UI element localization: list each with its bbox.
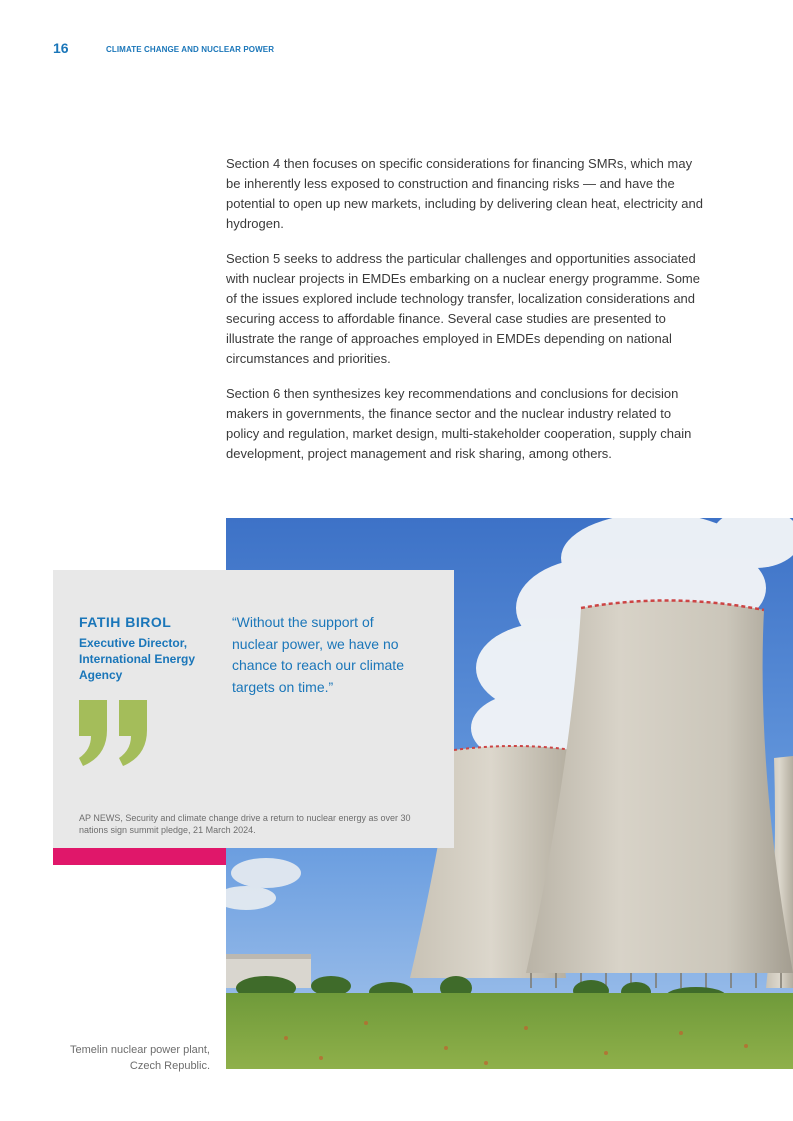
paragraph-section-6: Section 6 then synthesizes key recommendations and conclusions for decision makers in governments, the finance sector and the nuclear industry related to policy and regulation, market design, multi-stakeholder cooperation, supply chain development, project management and risk sharing, among others.	[226, 386, 692, 461]
accent-bar	[53, 848, 226, 865]
running-header: CLIMATE CHANGE AND NUCLEAR POWER	[106, 45, 275, 54]
paragraph-section-4: Section 4 then focuses on specific considerations for financing SMRs, which may be inherently less exposed to construction and financing risks — and have the potential to open up new markets, including by delivering clean heat, electricity and hydrogen.	[226, 156, 703, 231]
paragraph-section-5: Section 5 seeks to address the particular challenges and opportunities associated with nuclear projects in EMDEs embarking on a nuclear energy programme. Some of the issues explored include technology transfer, localization considerations and securing access to affordable finance. Several case studies are presented to illustrate the range of approaches employed in EMDEs depending on national circumstances and priorities.	[226, 251, 700, 366]
quotation-mark-icon	[75, 698, 153, 773]
photo-caption: Temelin nuclear power plant, Czech Republic.	[69, 1044, 210, 1072]
speaker-name: FATIH BIROL	[79, 614, 172, 630]
quote-panel	[53, 570, 454, 848]
speaker-title: Executive Director, International Energy Agency	[79, 636, 196, 682]
quote-source: AP NEWS, Security and climate change drive a return to nuclear energy as over 30 nations sign summit pledge, 21 March 2024.	[79, 813, 411, 835]
body-text	[226, 154, 706, 479]
page-number: 16	[53, 40, 69, 56]
quote-text: “Without the support of nuclear power, we have no chance to reach our climate targets on time.”	[232, 614, 404, 695]
